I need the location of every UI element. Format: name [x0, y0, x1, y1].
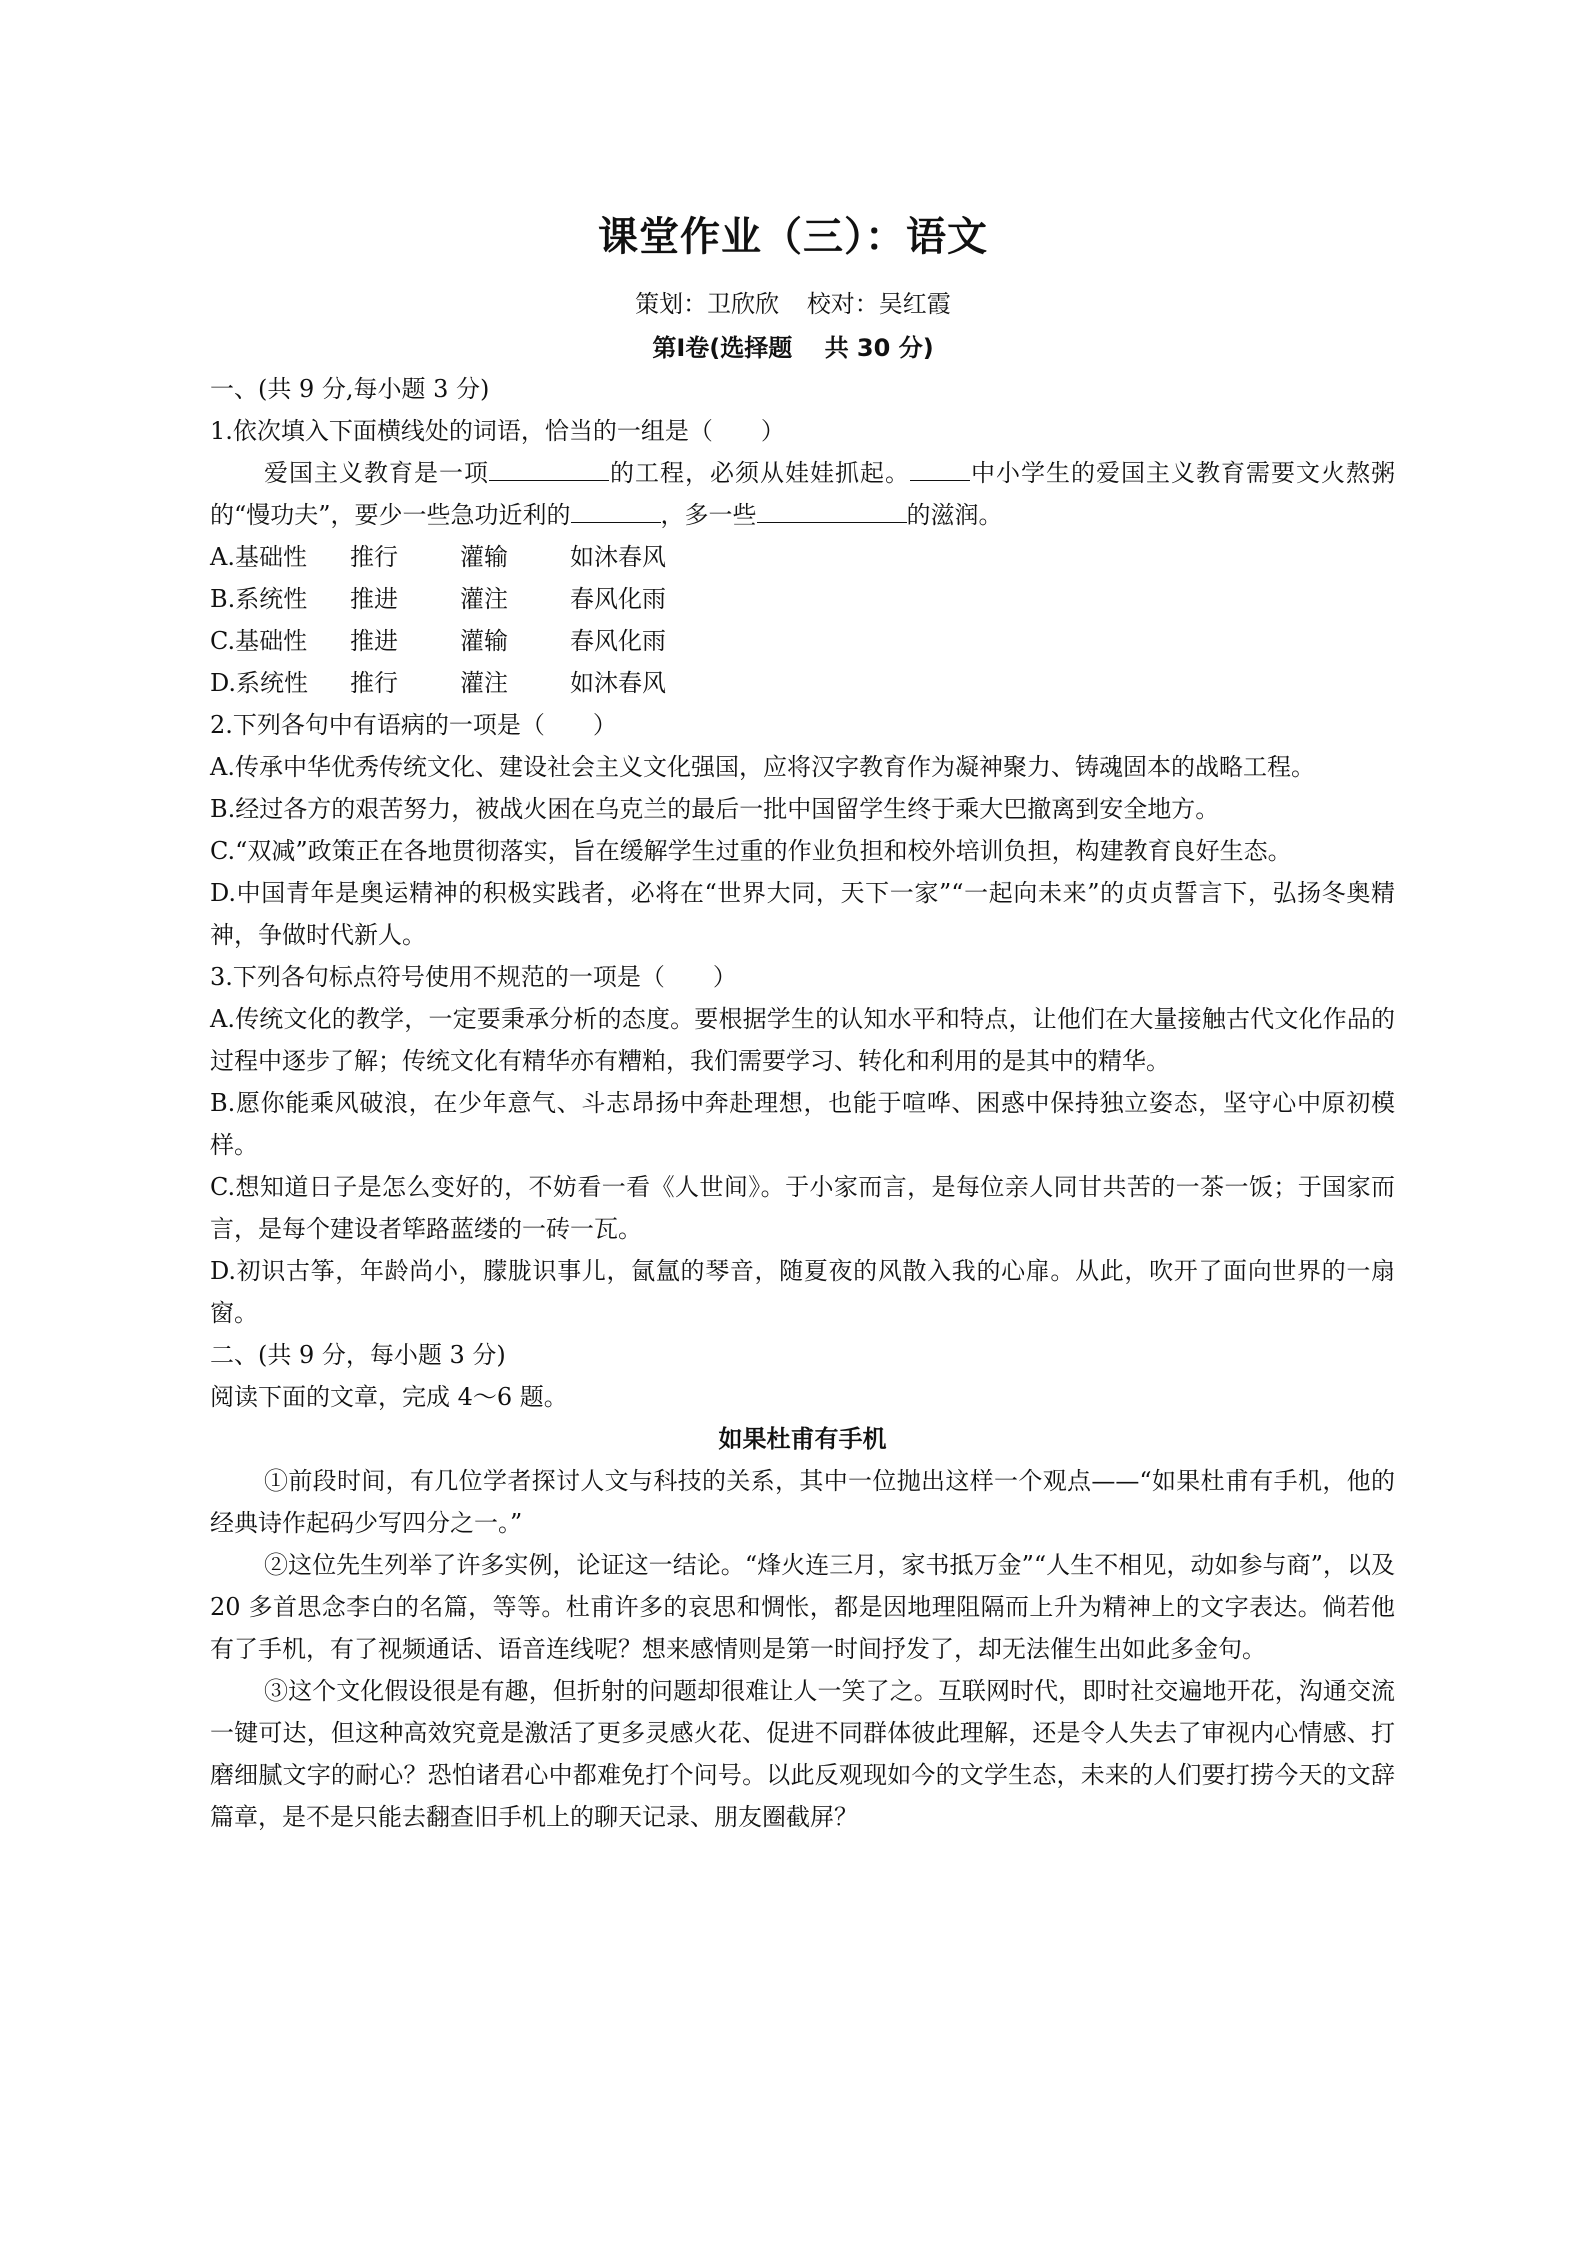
q2-option-a: A.传承中华优秀传统文化、建设社会主义文化强国，应将汉字教育作为凝神聚力、铸魂固本的战略工程。: [210, 753, 1315, 781]
q2-option-c: C.“双减”政策正在各地贯彻落实，旨在缓解学生过重的作业负担和校外培训负担，构建教育良好生态。: [210, 837, 1292, 865]
reading-instruction: 阅读下面的文章，完成 4～6 题。: [210, 1383, 568, 1411]
q2-stem: 2.下列各句中有语病的一项是（ ）: [210, 711, 617, 739]
option-word: 推进: [350, 627, 398, 655]
article-paragraph-2: ②这位先生列举了许多实例，论证这一结论。“烽火连三月，家书抵万金”“人生不相见，动如参与商”，以及 20 多首思念李白的名篇，等等。杜甫许多的哀思和惆怅，都是因地理阻隔而上升为精神上的文字表达。倘若他有了手机，有了视频通话、语音连线呢？想来感情则是第一时间抒发了，却无法催生出如此多金句。: [210, 1551, 1395, 1663]
q1-passage-text: 的滋润。: [906, 501, 1003, 529]
q1-options: [210, 536, 1395, 704]
option-word: 如沐春风: [570, 543, 666, 571]
q1-passage-text: ，多一些: [660, 501, 757, 529]
q3-option-c: C.想知道日子是怎么变好的，不妨看一看《人世间》。于小家而言，是每位亲人同甘共苦的一茶一饭；于国家而言，是每个建设者筚路蓝缕的一砖一瓦。: [210, 1173, 1395, 1243]
q1-option-b: [210, 578, 1395, 620]
q3-stem: 3.下列各句标点符号使用不规范的一项是（ ）: [210, 963, 737, 991]
proofreader-credit: 校对：吴红霞: [806, 290, 951, 318]
option-word: B.系统性: [210, 585, 308, 613]
section-heading: 第Ⅰ卷(选择题 共 30 分): [652, 334, 934, 362]
part2-heading: 二、(共 9 分，每小题 3 分): [210, 1341, 506, 1369]
q1-passage-text: 中小学生的爱国主义教育需: [970, 459, 1271, 487]
q1-stem: 1.依次填入下面横线处的词语，恰当的一组是（ ）: [210, 417, 785, 445]
q1-option-a: [210, 536, 1395, 578]
option-word: 灌注: [460, 585, 508, 613]
article-paragraph-1: ①前段时间，有几位学者探讨人文与科技的关系，其中一位抛出这样一个观点——“如果杜甫有手机，他的经典诗作起码少写四分之一。”: [210, 1467, 1395, 1537]
q1-passage-text: 要文火熬粥的“慢功夫”，要少一些急功近利的: [210, 459, 1395, 529]
q3-option-b: B.愿你能乘风破浪，在少年意气、斗志昂扬中奔赴理想，也能于喧哗、困惑中保持独立姿态，坚守心中原初模样。: [210, 1089, 1395, 1159]
option-word: D.系统性: [210, 669, 309, 697]
fill-blank-3: [571, 496, 661, 523]
fill-blank-4: [757, 496, 907, 523]
option-word: 推进: [350, 585, 398, 613]
option-word: 推行: [350, 669, 398, 697]
option-word: 推行: [350, 543, 398, 571]
option-word: 如沐春风: [570, 669, 666, 697]
fill-blank-1: [489, 454, 609, 481]
option-word: 灌输: [460, 627, 508, 655]
article-title: 如果杜甫有手机: [718, 1425, 887, 1453]
q1-option-d: [210, 662, 1395, 704]
page-title: 课堂作业（三）：语文: [598, 214, 988, 260]
q1-passage-text: 的工程，必须从娃娃抓起。: [609, 459, 910, 487]
exam-content: [210, 368, 1395, 1838]
option-word: C.基础性: [210, 627, 308, 655]
planner-credit: 策划：卫欣欣: [635, 290, 780, 318]
option-word: 灌注: [460, 669, 508, 697]
option-word: 灌输: [460, 543, 508, 571]
q2-option-d: D.中国青年是奥运精神的积极实践者，必将在“世界大同，天下一家”“一起向未来”的贞贞誓言下，弘扬冬奥精神，争做时代新人。: [210, 879, 1395, 949]
q3-option-d: D.初识古筝，年龄尚小，朦胧识事儿，氤氲的琴音，随夏夜的风散入我的心扉。从此，吹开了面向世界的一扇窗。: [210, 1257, 1395, 1327]
option-word: A.基础性: [210, 543, 307, 571]
q1-option-c: [210, 620, 1395, 662]
part1-heading: 一、(共 9 分,每小题 3 分): [210, 375, 490, 403]
option-word: 春风化雨: [570, 585, 666, 613]
q3-option-a: A.传统文化的教学，一定要秉承分析的态度。要根据学生的认知水平和特点，让他们在大量接触古代文化作品的过程中逐步了解；传统文化有精华亦有糟粕，我们需要学习、转化和利用的是其中的精华。: [210, 1005, 1395, 1075]
q1-passage-text: 爱国主义教育是一项: [264, 459, 489, 487]
fill-blank-2: [910, 454, 970, 481]
credits-line: [0, 284, 1586, 319]
q2-option-b: B.经过各方的艰苦努力，被战火困在乌克兰的最后一批中国留学生终于乘大巴撤离到安全地方。: [210, 795, 1220, 823]
q1-passage: [210, 452, 1395, 536]
option-word: 春风化雨: [570, 627, 666, 655]
article-paragraph-3: ③这个文化假设很是有趣，但折射的问题却很难让人一笑了之。互联网时代，即时社交遍地开花，沟通交流一键可达，但这种高效究竟是激活了更多灵感火花、促进不同群体彼此理解，还是令人失去了审视内心情感、打磨细腻文字的耐心？恐怕诸君心中都难免打个问号。以此反观现如今的文学生态，未来的人们要打捞今天的文辞篇章，是不是只能去翻查旧手机上的聊天记录、朋友圈截屏？: [210, 1677, 1395, 1831]
